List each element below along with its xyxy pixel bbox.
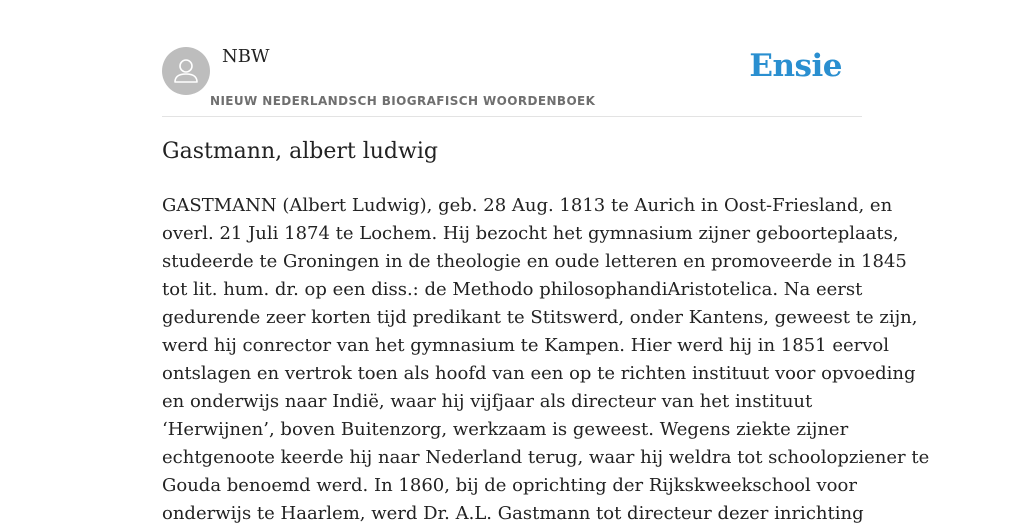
- article-card: [162, 0, 930, 524]
- body-line: overl. 21 Juli 1874 te Lochem. Hij bezocht het gymnasium zijner geboorteplaats,: [162, 223, 899, 244]
- author-name[interactable]: NBW: [222, 46, 270, 67]
- brand-logo[interactable]: Ensie: [749, 48, 842, 84]
- body-line: echtgenoote keerde hij naar Nederland terug, waar hij weldra tot schoolopziener te: [162, 447, 930, 468]
- body-line: werd hij conrector van het gymnasium te Kampen. Hier werd hij in 1851 eervol: [162, 335, 890, 356]
- body-line: ontslagen en vertrok toen als hoofd van een op te richten instituut voor opvoeding: [162, 363, 916, 384]
- source-subtitle: NIEUW NEDERLANDSCH BIOGRAFISCH WOORDENBOEK: [210, 94, 596, 108]
- body-line: gedurende zeer korten tijd predikant te Stitswerd, onder Kantens, geweest te zijn,: [162, 307, 918, 328]
- body-line: Gouda benoemd werd. In 1860, bij de oprichting der Rijkskweekschool voor: [162, 475, 857, 496]
- body-line: onderwijs te Haarlem, werd Dr. A.L. Gastmann tot directeur dezer inrichting: [162, 503, 864, 524]
- user-icon: [162, 47, 210, 95]
- body-line: en onderwijs naar Indië, waar hij vijfjaar als directeur van het instituut: [162, 391, 813, 412]
- body-line: tot lit. hum. dr. op een diss.: de Methodo philosophandiAristotelica. Na eerst: [162, 279, 863, 300]
- page-title: Gastmann, albert ludwig: [162, 139, 438, 164]
- body-line: studeerde te Groningen in de theologie en oude letteren en promoveerde in 1845: [162, 251, 907, 272]
- article-body: [162, 192, 930, 528]
- body-line: GASTMANN (Albert Ludwig), geb. 28 Aug. 1813 te Aurich in Oost-Friesland, en: [162, 195, 893, 216]
- article-header: [162, 0, 862, 117]
- author-avatar[interactable]: [162, 47, 210, 95]
- body-line: ‘Herwijnen’, boven Buitenzorg, werkzaam is geweest. Wegens ziekte zijner: [162, 419, 849, 440]
